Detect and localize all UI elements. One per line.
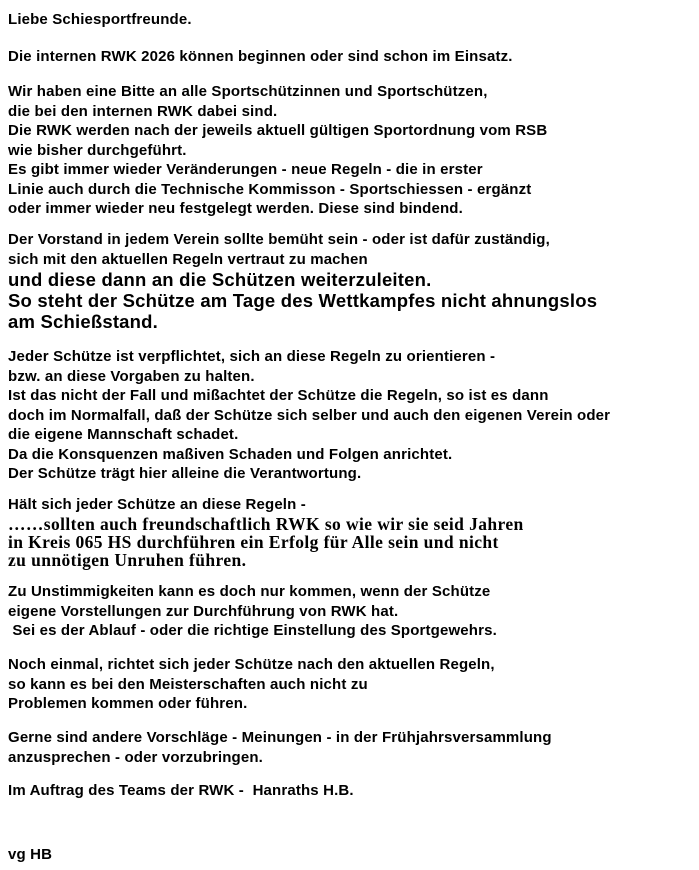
paragraph-3 [8,347,610,484]
text-line: Es gibt immer wieder Veränderungen - neue Regeln - die in erster [8,161,483,178]
text-line: Da die Konsquenzen maßiven Schaden und Folgen anrichtet. [8,445,453,463]
intro-line: Die internen RWK 2026 können beginnen oder sind schon im Einsatz. [8,48,513,65]
paragraph-6 [8,655,495,714]
text-line: Gerne sind andere Vorschläge - Meinungen - in der Frühjahrsversammlung [8,729,552,746]
text-line: Problemen kommen oder führen. [8,695,248,712]
paragraph-5 [8,582,497,641]
emphasis-line: am Schießstand. [8,311,159,332]
text-line: so kann es bei den Meisterschaften auch nicht zu [8,675,368,693]
paragraph-7 [8,728,552,767]
text-line: die bei den internen RWK dabei sind. [8,102,278,120]
signature: Im Auftrag des Teams der RWK - Hanraths H.B. [8,782,354,799]
emphasis-line: So steht der Schütze am Tage des Wettkampfes nicht ahnungslos [8,290,598,311]
text-line: Zu Unstimmigkeiten kann es doch nur kommen, wenn der Schütze [8,583,491,600]
text-line: die eigene Mannschaft schadet. [8,426,239,443]
text-line: Sei es der Ablauf - oder die richtige Einstellung des Sportgewehrs. [8,622,497,639]
text-line: bzw. an diese Vorgaben zu halten. [8,367,255,385]
serif-line: in Kreis 065 HS durchführen ein Erfolg für Alle sein und nicht [8,531,499,552]
closing: vg HB [8,846,53,863]
paragraph-4 [8,495,524,569]
text-line: doch im Normalfall, daß der Schütze sich selber und auch den eigenen Verein oder [8,406,611,424]
text-line: Wir haben eine Bitte an alle Sportschützinnen und Sportschützen, [8,83,488,100]
text-line: Hält sich jeder Schütze an diese Regeln - [8,496,306,513]
text-line: wie bisher durchgeführt. [8,141,187,159]
paragraph-1 [8,82,547,219]
paragraph-2 [8,230,597,332]
text-line: anzusprechen - oder vorzubringen. [8,748,263,766]
emphasis-line: und diese dann an die Schützen weiterzuleiten. [8,269,432,290]
serif-line: ……sollten auch freundschaftlich RWK so wie wir sie seid Jahren [8,513,524,534]
text-line: oder immer wieder neu festgelegt werden. Diese sind bindend. [8,200,463,217]
text-line: Noch einmal, richtet sich jeder Schütze nach den aktuellen Regeln, [8,656,495,673]
text-line: Ist das nicht der Fall und mißachtet der Schütze die Regeln, so ist es dann [8,387,549,404]
text-line: Die RWK werden nach der jeweils aktuell gültigen Sportordnung vom RSB [8,122,548,139]
serif-line: zu unnötigen Unruhen führen. [8,549,247,570]
text-line: Jeder Schütze ist verpflichtet, sich an diese Regeln zu orientieren - [8,348,496,365]
greeting: Liebe Schiesportfreunde. [8,11,192,28]
text-line: Der Vorstand in jedem Verein sollte bemüht sein - oder ist dafür zuständig, [8,231,550,248]
text-line: Linie auch durch die Technische Kommisson - Sportschiessen - ergänzt [8,180,532,198]
text-line: sich mit den aktuellen Regeln vertraut zu machen [8,250,368,268]
text-line: eigene Vorstellungen zur Durchführung von RWK hat. [8,602,399,620]
text-line: Der Schütze trägt hier alleine die Verantwortung. [8,465,362,482]
